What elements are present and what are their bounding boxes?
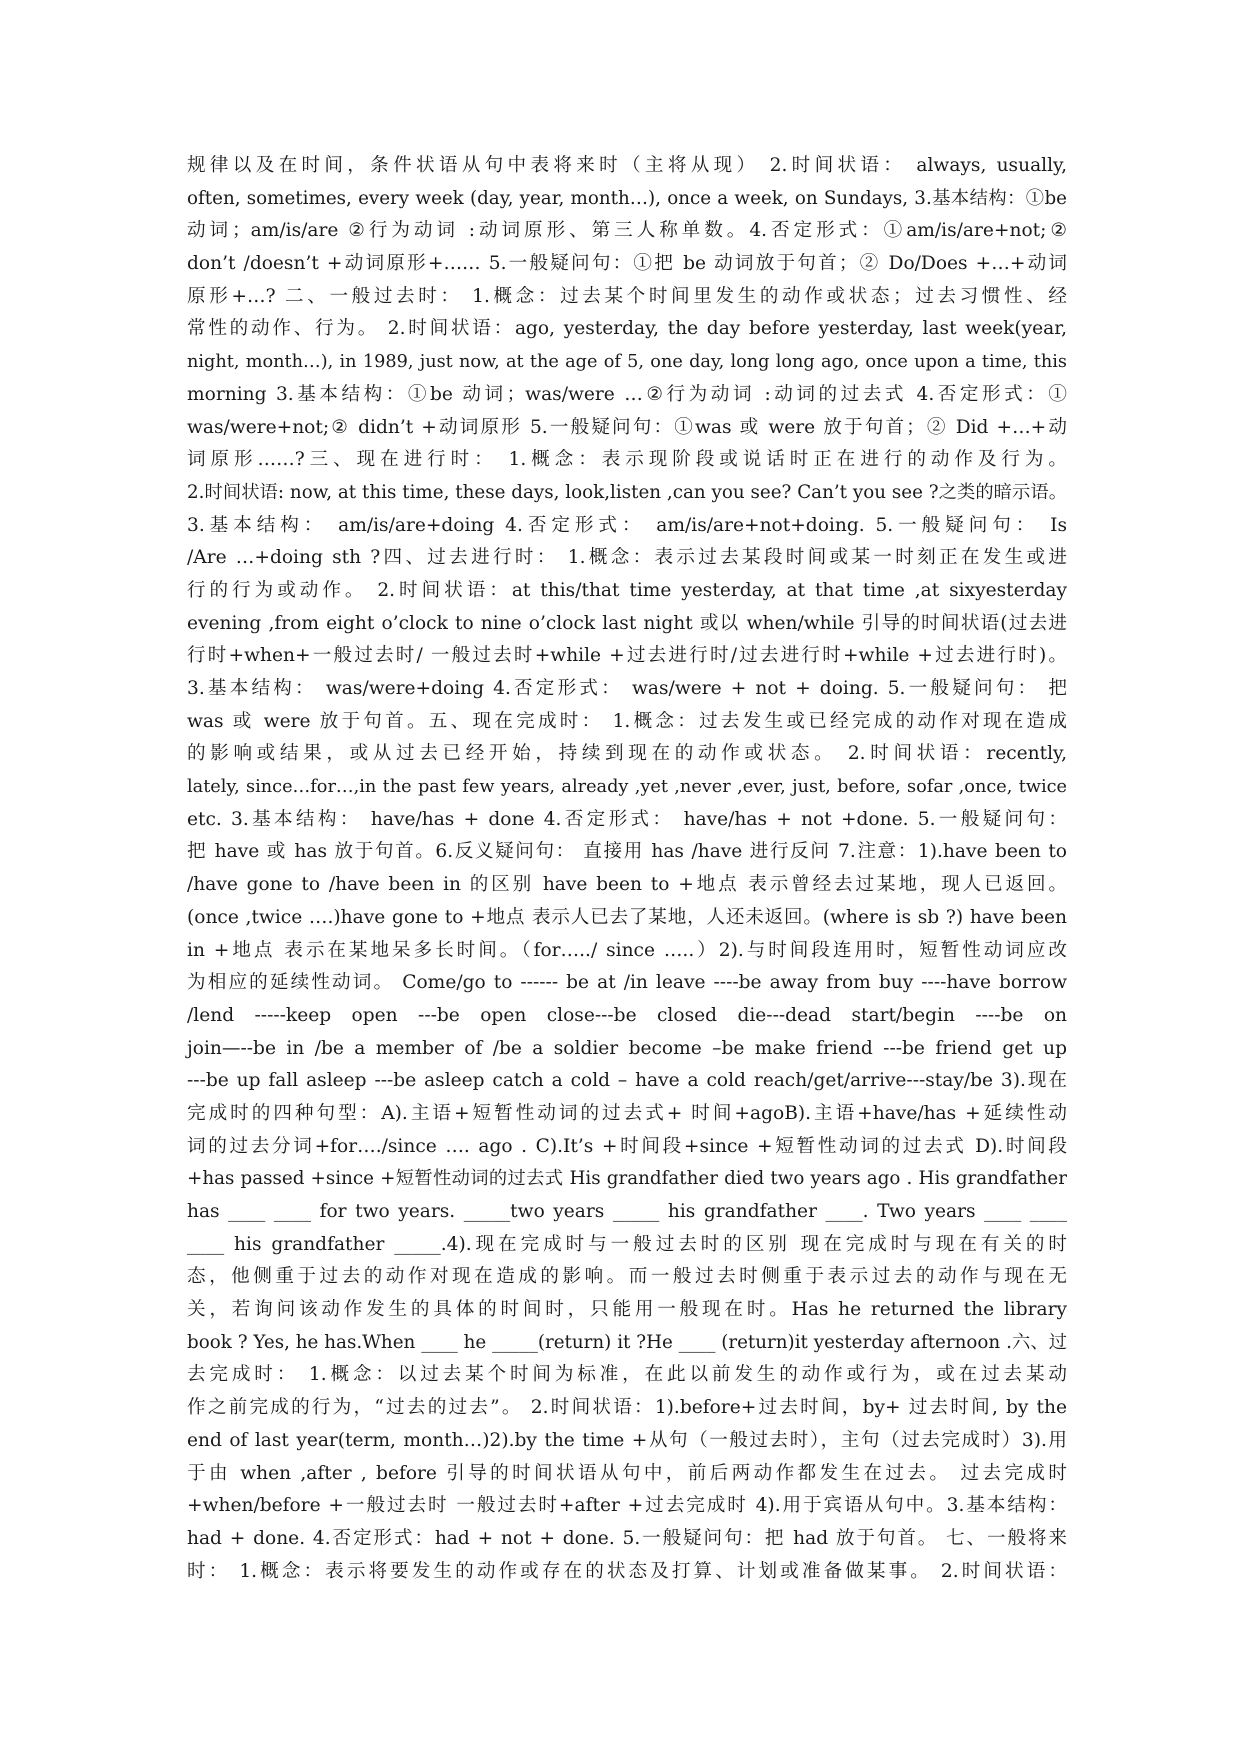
text-line: join—--be in /be a member of /be a soldier become –be make friend ---be friend get up xyxy=(187,1037,1067,1059)
text-line: 2.时间状语: now, at this time, these days, look,listen ,can you see? Can’t you see ?之类的暗示语。 xyxy=(187,481,1067,503)
text-line: 为相应的延续性动词。 Come/go to ------ be at /in leave ----be away from buy ----have borrow xyxy=(187,972,1067,994)
text-line: 于由 when ,after , before 引导的时间状语从句中，前后两动作都发生在过去。 过去完成时 xyxy=(187,1462,1067,1484)
text-line: 时： 1.概念：表示将要发生的动作或存在的状态及打算、计划或准备做某事。 2.时间状语： xyxy=(187,1560,1067,1582)
body-text xyxy=(187,150,1067,1588)
text-line: 原形+…? 二、一般过去时： 1.概念：过去某个时间里发生的动作或状态；过去习惯性、经 xyxy=(187,285,1067,307)
text-line: ____ his grandfather _____.4).现在完成时与一般过去时的区别 现在完成时与现在有关的时 xyxy=(187,1233,1067,1255)
text-line: +has passed +since +短暂性动词的过去式 His grandfather died two years ago . His grandfather xyxy=(187,1168,1067,1190)
text-line: 3.基本结构： am/is/are+doing 4.否定形式： am/is/are+not+doing. 5.一般疑问句： Is xyxy=(187,514,1067,536)
text-line: /Are …+doing sth ?四、过去进行时： 1.概念：表示过去某段时间或某一时刻正在发生或进 xyxy=(187,547,1067,569)
text-line: was 或 were 放于句首。五、现在完成时： 1.概念：过去发生或已经完成的动作对现在造成 xyxy=(187,710,1067,732)
text-line: had + done. 4.否定形式：had + not + done. 5.一般疑问句：把 had 放于句首。 七、一般将来 xyxy=(187,1527,1067,1549)
text-line: don’t /doesn’t +动词原形+…… 5.一般疑问句：①把 be 动词放于句首；② Do/Does +…+动词 xyxy=(187,253,1067,275)
text-line: evening ,from eight o’clock to nine o’clock last night 或以 when/while 引导的时间状语(过去进 xyxy=(187,612,1067,634)
text-line: etc. 3.基本结构： have/has + done 4.否定形式： have/has + not +done. 5.一般疑问句： xyxy=(187,808,1067,830)
text-line: morning 3.基本结构：①be 动词；was/were …②行为动词 :动词的过去式 4.否定形式：① xyxy=(187,383,1067,405)
text-line: (once ,twice ….)have gone to +地点 表示人已去了某地，人还未返回。(where is sb ?) have been xyxy=(187,906,1067,928)
text-line: 去完成时： 1.概念：以过去某个时间为标准，在此以前发生的动作或行为，或在过去某动 xyxy=(187,1364,1067,1386)
text-line: /have gone to /have been in 的区别 have been to +地点 表示曾经去过某地，现人已返回。 xyxy=(187,874,1067,896)
text-line: in +地点 表示在某地呆多长时间。（for…../ since …..）2).与时间段连用时，短暂性动词应改 xyxy=(187,939,1067,961)
text-line: 的影响或结果，或从过去已经开始，持续到现在的动作或状态。 2.时间状语：recently, xyxy=(187,743,1067,765)
text-line: 把 have 或 has 放于句首。6.反义疑问句： 直接用 has /have 进行反问 7.注意：1).have been to xyxy=(187,841,1067,863)
text-line: 行的行为或动作。 2.时间状语：at this/that time yesterday, at that time ,at sixyesterday xyxy=(187,579,1067,601)
text-line: 态，他侧重于过去的动作对现在造成的影响。而一般过去时侧重于表示过去的动作与现在无 xyxy=(187,1266,1067,1288)
text-line: has ____ ____ for two years. _____two years _____ his grandfather ____. Two years ____ ____ xyxy=(187,1201,1067,1222)
text-line: 规律以及在时间，条件状语从句中表将来时（主将从现） 2.时间状语： always, usually, xyxy=(187,155,1067,176)
text-line: 关，若询问该动作发生的具体的时间时，只能用一般现在时。Has he returned the library xyxy=(187,1299,1067,1321)
text-line: night, month…), in 1989, just now, at the age of 5, one day, long long ago, once upon a time, this xyxy=(187,352,1067,373)
text-line: /lend -----keep open ---be open close---be closed die---dead start/begin ----be on xyxy=(187,1004,1067,1026)
text-line: 常性的动作、行为。 2.时间状语：ago, yesterday, the day before yesterday, last week(year, xyxy=(187,318,1067,340)
text-line: ---be up fall asleep ---be asleep catch a cold – have a cold reach/get/arrive---stay/be 3).现在 xyxy=(187,1070,1067,1092)
text-line: 词原形……?三、现在进行时： 1.概念：表示现阶段或说话时正在进行的动作及行为。 xyxy=(187,449,1067,471)
text-line: end of last year(term, month…)2).by the time +从句（一般过去时），主句（过去完成时）3).用 xyxy=(187,1429,1067,1451)
text-line: 完成时的四种句型：A).主语+短暂性动词的过去式+ 时间+agoB).主语+have/has +延续性动 xyxy=(187,1102,1067,1124)
text-line: was/were+not;② didn’t +动词原形 5.一般疑问句：①was 或 were 放于句首；② Did +…+动 xyxy=(187,416,1067,438)
text-line: 作之前完成的行为，“过去的过去”。 2.时间状语：1).before+过去时间，by+ 过去时间, by the xyxy=(187,1397,1067,1419)
text-line: 3.基本结构： was/were+doing 4.否定形式： was/were + not + doing. 5.一般疑问句： 把 xyxy=(187,678,1067,699)
text-line: book ? Yes, he has.When ____ he _____(return) it ?He ____ (return)it yesterday afternoon .六、过 xyxy=(187,1331,1067,1353)
text-line: +when/before +一般过去时 一般过去时+after +过去完成时 4).用于宾语从句中。3.基本结构： xyxy=(187,1495,1067,1517)
text-line: lately, since…for…,in the past few years, already ,yet ,never ,ever, just, before, sofar ,once, twice xyxy=(187,777,1067,798)
text-line: often, sometimes, every week (day, year, month…), once a week, on Sundays, 3.基本结构：①be xyxy=(187,187,1067,209)
text-line: 行时+when+一般过去时/ 一般过去时+while +过去进行时/过去进行时+while +过去进行时)。 xyxy=(187,645,1067,667)
text-line: 词的过去分词+for…./since …. ago . C).It’s +时间段+since +短暂性动词的过去式 D).时间段 xyxy=(187,1135,1067,1157)
text-line: 动词；am/is/are ②行为动词 :动词原形、第三人称单数。4.否定形式：①am/is/are+not;② xyxy=(187,220,1067,242)
